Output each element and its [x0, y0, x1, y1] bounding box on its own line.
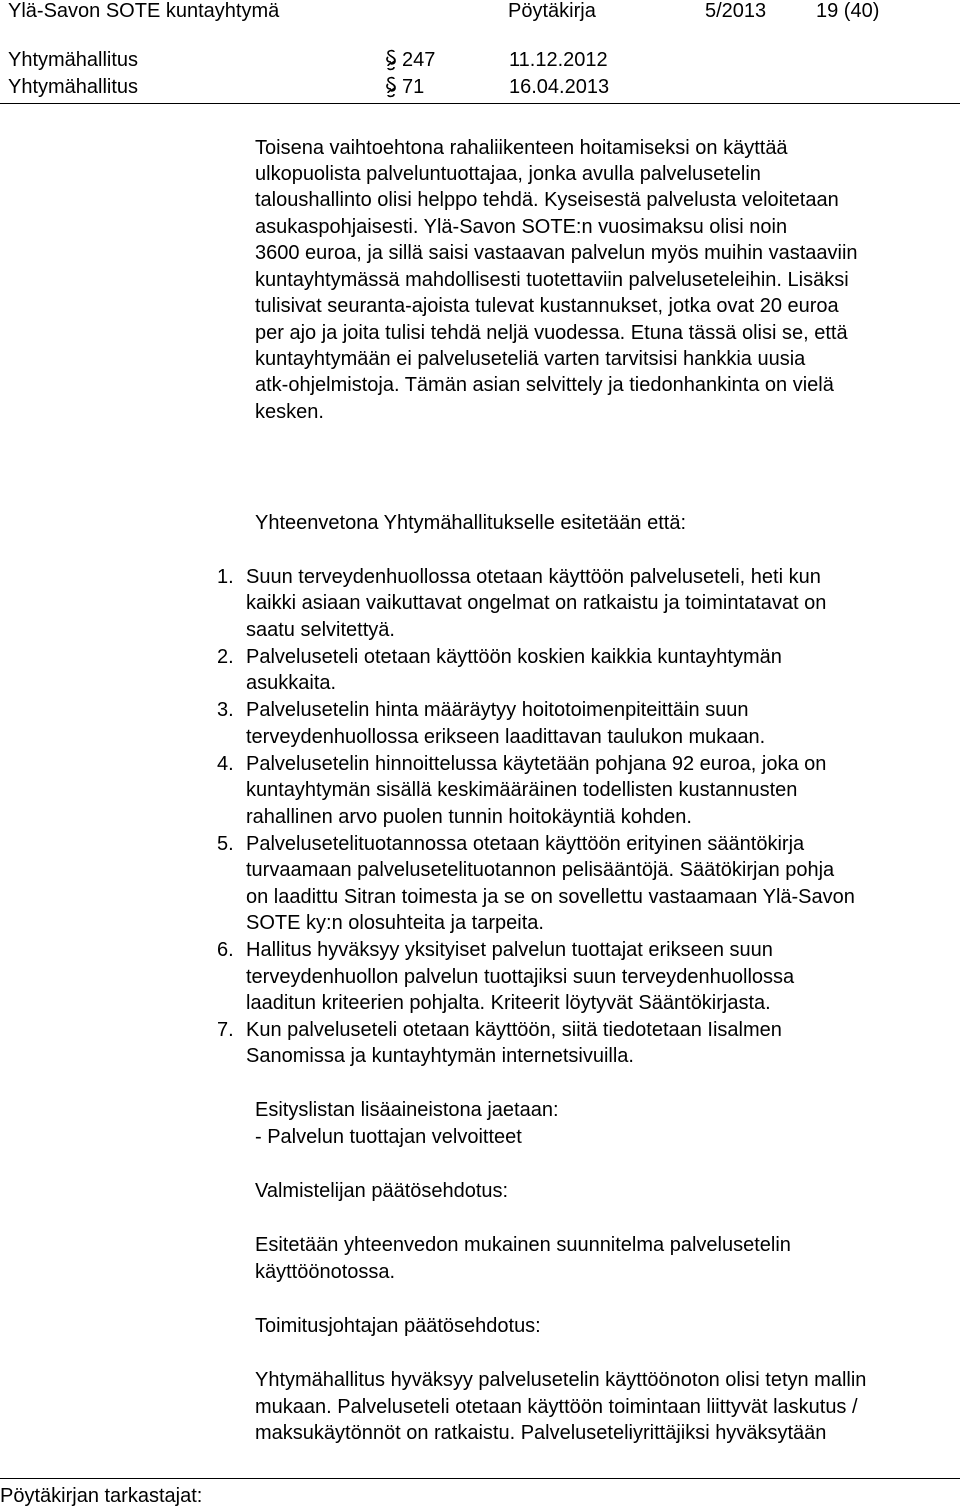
intro-line: asukaspohjaisesti. Ylä-Savon SOTE:n vuosimaksu olisi noin: [255, 216, 788, 238]
list-number: 7.: [217, 1019, 234, 1041]
list-item-line: Palvelusetelituotannossa otetaan käyttöön erityinen sääntökirja: [246, 833, 805, 855]
ref-section-1: 247: [402, 49, 436, 71]
ceo-line: Yhtymähallitus hyväksyy palvelusetelin käyttöönoton olisi tetyn mallin: [255, 1369, 867, 1391]
intro-line: kuntayhtymässä mahdollisesti tuotettaviin palveluseteleihin. Lisäksi: [255, 269, 849, 291]
list-number: 5.: [217, 833, 234, 855]
intro-line: atk-ohjelmistoja. Tämän asian selvittely ja tiedonhankinta on vielä: [255, 374, 834, 396]
intro-line: ulkopuolista palveluntuottajaa, jonka avulla palvelusetelin: [255, 163, 761, 185]
list-item-line: kaikki asiaan vaikuttavat ongelmat on ratkaistu ja toimintatavat on: [246, 592, 827, 614]
list-number: 3.: [217, 699, 234, 721]
list-item-line: Palvelusetelin hinta määräytyy hoitotoimenpiteittäin suun: [246, 699, 749, 721]
header-divider: [0, 103, 960, 104]
ref-date-1: 11.12.2012: [509, 49, 608, 71]
preparer-heading: Valmistelijan päätösehdotus:: [255, 1180, 509, 1202]
ceo-line: mukaan. Palveluseteli otetaan käyttöön toimintaan liittyvät laskutus /: [255, 1396, 858, 1418]
list-item-line: laaditun kriteerien pohjalta. Kriteerit löytyvät Sääntökirjasta.: [246, 992, 771, 1014]
intro-line: tulisivat seuranta-ajoista tulevat kustannukset, jotka ovat 20 euroa: [255, 295, 839, 317]
list-item-line: Kun palveluseteli otetaan käyttöön, siitä tiedotetaan Iisalmen: [246, 1019, 782, 1041]
list-item-line: Palvelusetelin hinnoittelussa käytetään pohjana 92 euroa, joka on: [246, 753, 827, 775]
ref-body-1: Yhtymähallitus: [8, 49, 139, 71]
list-item-line: asukkaita.: [246, 672, 337, 694]
list-number: 4.: [217, 753, 234, 775]
list-item-line: turvaamaan palvelusetelituotannon pelisääntöjä. Säätökirjan pohja: [246, 859, 835, 881]
doc-type: Pöytäkirja: [508, 0, 596, 22]
intro-line: taloushallinto olisi helppo tehdä. Kyseisestä palvelusta veloitetaan: [255, 189, 839, 211]
list-number: 1.: [217, 566, 234, 588]
list-item-line: Hallitus hyväksyy yksityiset palvelun tuottajat erikseen suun: [246, 939, 773, 961]
list-item-line: SOTE ky:n olosuhteita ja tarpeita.: [246, 912, 544, 934]
org-name: Ylä-Savon SOTE kuntayhtymä: [8, 0, 280, 22]
list-item-line: Palveluseteli otetaan käyttöön koskien kaikkia kuntayhtymän: [246, 646, 782, 668]
footer-label: Pöytäkirjan tarkastajat:: [0, 1485, 203, 1507]
list-item-line: terveydenhuollon palvelun tuottajiksi suun terveydenhuollossa: [246, 966, 795, 988]
attachments-item: - Palvelun tuottajan velvoitteet: [255, 1126, 522, 1148]
doc-number: 5/2013: [705, 0, 767, 22]
attachments-heading: Esityslistan lisäaineistona jaetaan:: [255, 1099, 559, 1121]
preparer-line: käyttöönotossa.: [255, 1261, 396, 1283]
intro-line: per ajo ja joita tulisi tehdä neljä vuodessa. Etuna tässä olisi se, että: [255, 322, 848, 344]
ref-section-2: 71: [402, 76, 425, 98]
list-item-line: on laadittu Sitran toimesta ja se on sovellettu vastaamaan Ylä-Savon: [246, 886, 855, 908]
list-number: 2.: [217, 646, 234, 668]
summary-heading: Yhteenvetona Yhtymähallitukselle esitetään että:: [255, 512, 687, 534]
section-icon: [384, 49, 398, 77]
preparer-line: Esitetään yhteenvedon mukainen suunnitelma palvelusetelin: [255, 1234, 791, 1256]
ref-date-2: 16.04.2013: [509, 76, 610, 98]
ceo-line: maksukäytönnöt on ratkaistu. Palveluseteliyrittäjiksi hyväksytään: [255, 1422, 827, 1444]
section-icon: [384, 76, 398, 104]
intro-line: 3600 euroa, ja sillä saisi vastaavan palvelun myös muihin vastaaviin: [255, 242, 858, 264]
list-item-line: rahallinen arvo puolen tunnin hoitokäyntiä kohden.: [246, 806, 692, 828]
list-item-line: Suun terveydenhuollossa otetaan käyttöön palveluseteli, heti kun: [246, 566, 821, 588]
intro-line: kesken.: [255, 401, 324, 423]
list-item-line: saatu selvitettyä.: [246, 619, 395, 641]
ceo-heading: Toimitusjohtajan päätösehdotus:: [255, 1315, 541, 1337]
list-item-line: kuntayhtymän sisällä keskimääräinen todellisten kustannusten: [246, 779, 798, 801]
intro-line: kuntayhtymään ei palveluseteliä varten tarvitsisi hankkia uusia: [255, 348, 806, 370]
page-number: 19 (40): [816, 0, 880, 22]
list-number: 6.: [217, 939, 234, 961]
list-item-line: Sanomissa ja kuntayhtymän internetsivuilla.: [246, 1045, 634, 1067]
ref-body-2: Yhtymähallitus: [8, 76, 139, 98]
intro-line: Toisena vaihtoehtona rahaliikenteen hoitamiseksi on käyttää: [255, 137, 788, 159]
footer-divider: [0, 1478, 960, 1479]
list-item-line: terveydenhuollossa erikseen laadittavan taulukon mukaan.: [246, 726, 766, 748]
